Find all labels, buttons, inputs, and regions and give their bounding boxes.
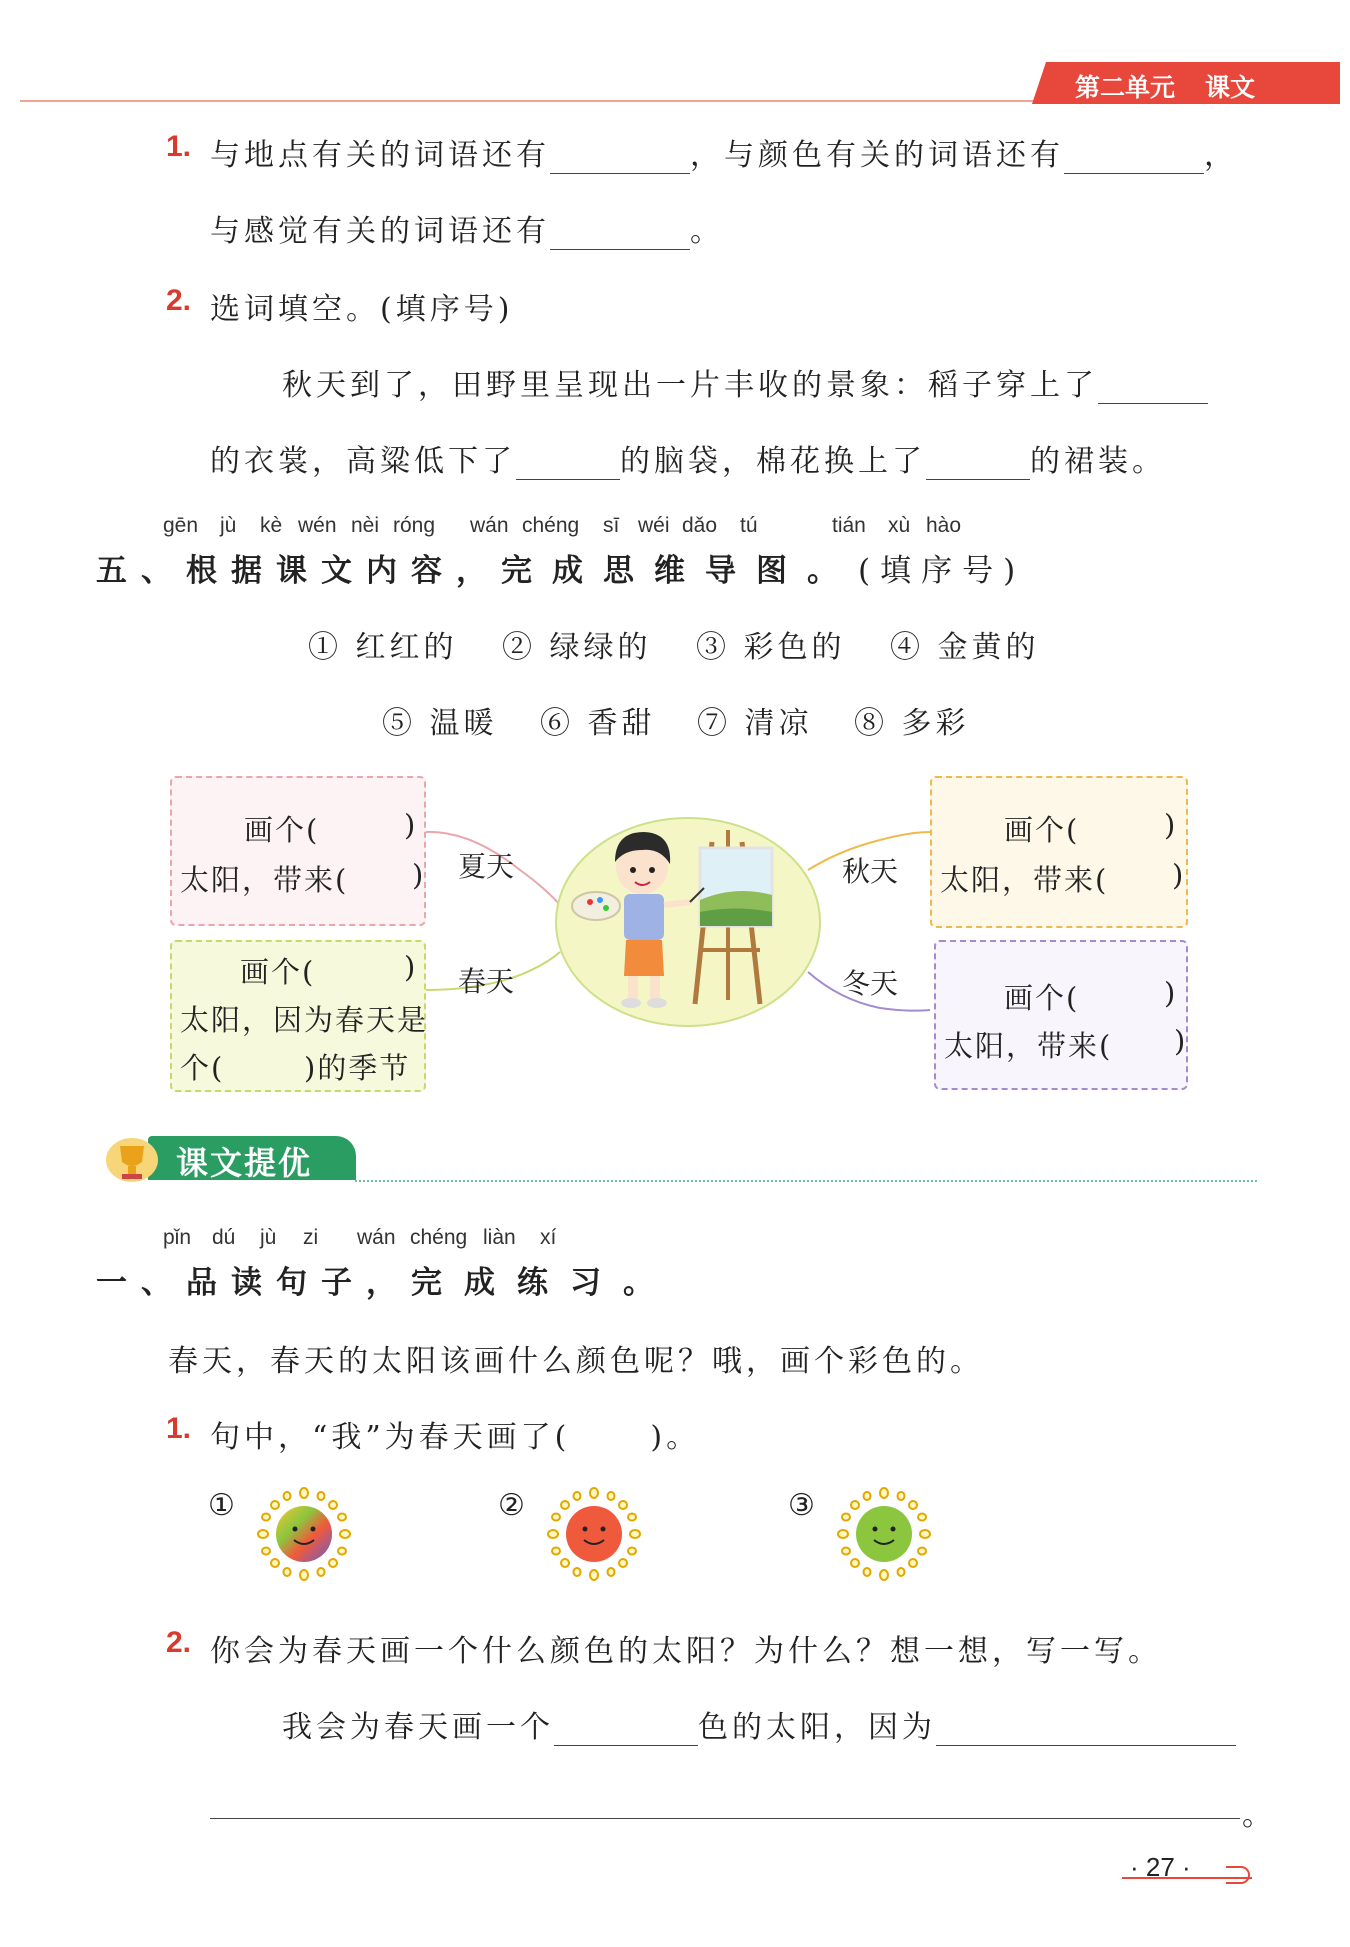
q2-title: 选词填空。(填序号) xyxy=(210,292,514,327)
pinyin: sī xyxy=(603,514,620,537)
spring-line3 xyxy=(180,1046,411,1087)
q2-blank-1[interactable] xyxy=(1098,402,1208,404)
autumn-line1 xyxy=(1004,808,1178,849)
s1-q1-number: 1. xyxy=(166,1412,192,1445)
winter-label: 冬天 xyxy=(842,967,899,1000)
q1-blank-feeling[interactable] xyxy=(550,248,690,250)
q2-line2 xyxy=(210,436,1166,480)
section5-title xyxy=(96,545,1025,590)
s1-ans-b: 色的太阳，因为 xyxy=(698,1710,936,1745)
banner-label: 课文提优 xyxy=(176,1144,313,1182)
s1-pinyin xyxy=(0,1226,1350,1254)
s1-ans-end: 。 xyxy=(1242,1798,1276,1833)
s1-title-b: 完成练习。 xyxy=(411,1265,676,1301)
q2-line2b: 的脑袋，棉花换上了 xyxy=(620,444,926,479)
pinyin: xù xyxy=(888,514,911,537)
sun-choice-label[interactable]: ① xyxy=(208,1488,239,1523)
s1-q2-text: 你会为春天画一个什么颜色的太阳？为什么？想一想，写一写。 xyxy=(210,1634,1162,1669)
pinyin: tián xyxy=(832,514,866,537)
option: ④ 金黄的 xyxy=(890,630,1040,665)
autumn-label: 秋天 xyxy=(842,855,899,888)
autumn-box xyxy=(930,776,1188,928)
pinyin: jù xyxy=(260,1226,277,1249)
s1-ans-a: 我会为春天画一个 xyxy=(282,1710,554,1745)
header-rule xyxy=(20,100,1040,102)
option: ⑤ 温暖 xyxy=(382,706,498,741)
spring-box xyxy=(170,940,429,1092)
autumn-l2: 太阳，带来( xyxy=(940,863,1109,897)
pinyin: xí xyxy=(540,1226,557,1249)
winter-line1 xyxy=(1004,976,1178,1017)
sun-choice-label[interactable]: ② xyxy=(498,1488,529,1523)
q1-blank-color[interactable] xyxy=(1064,172,1204,174)
pinyin: chéng xyxy=(522,514,580,537)
pinyin: róng xyxy=(393,514,436,537)
summer-l1: 画个( xyxy=(244,813,320,847)
pinyin: wán xyxy=(357,1226,396,1249)
q2-line2a: 的衣裳，高粱低下了 xyxy=(210,444,516,479)
section1-title xyxy=(96,1257,676,1302)
pinyin: nèi xyxy=(351,514,380,537)
s1-q1-line xyxy=(210,1412,700,1456)
q2-number: 2. xyxy=(166,284,192,317)
spring-l3: 个( xyxy=(180,1051,225,1085)
page-number-curl xyxy=(1226,1866,1250,1884)
q2-blank-3[interactable] xyxy=(926,478,1030,480)
q1-end: 。 xyxy=(690,214,724,249)
option: ⑧ 多彩 xyxy=(854,706,970,741)
q1-text3: 与感觉有关的词语还有 xyxy=(210,214,550,249)
autumn-l2-close[interactable]: ) xyxy=(1172,858,1186,892)
pinyin: zi xyxy=(303,1226,319,1249)
pinyin: liàn xyxy=(483,1226,516,1249)
header-unit: 第二单元 xyxy=(1075,73,1176,102)
pinyin: dǎo xyxy=(682,514,718,537)
q2-line1-text: 秋天到了，田野里呈现出一片丰收的景象：稻子穿上了 xyxy=(282,368,1098,403)
pinyin: wán xyxy=(470,514,509,537)
summer-l1-close[interactable]: ) xyxy=(404,808,418,842)
spring-line1 xyxy=(240,950,418,991)
s1-blank-reason[interactable] xyxy=(936,1744,1236,1746)
page-number: · 27 · xyxy=(1130,1852,1191,1882)
sun-red-icon[interactable] xyxy=(544,1484,644,1584)
summer-l2-close[interactable]: ) xyxy=(412,858,426,892)
pinyin: chéng xyxy=(410,1226,468,1249)
s1-q1-end: )。 xyxy=(650,1420,701,1455)
s1-answer-line xyxy=(282,1702,1236,1746)
summer-l2: 太阳，带来( xyxy=(180,863,349,897)
s1-title-a: 一、品读句子， xyxy=(96,1265,411,1301)
winter-box xyxy=(934,940,1188,1090)
pinyin: pǐn xyxy=(163,1226,192,1249)
spring-l1-close[interactable]: ) xyxy=(404,950,418,984)
sun-green-icon[interactable] xyxy=(834,1484,934,1584)
pinyin: kè xyxy=(260,514,283,537)
q1-number: 1. xyxy=(166,130,192,163)
s1-blank-reason-cont[interactable] xyxy=(210,1818,1240,1819)
s1-blank-color[interactable] xyxy=(554,1744,698,1746)
summer-line2 xyxy=(180,858,426,899)
q1-comma: ， xyxy=(1204,138,1238,173)
q1-line2 xyxy=(210,206,724,250)
pinyin: wéi xyxy=(638,514,670,537)
winter-l1-close[interactable]: ) xyxy=(1164,976,1178,1010)
summer-label: 夏天 xyxy=(458,850,515,883)
option: ③ 彩色的 xyxy=(696,630,846,665)
pinyin: wén xyxy=(298,514,337,537)
s1-q2-number: 2. xyxy=(166,1626,192,1659)
autumn-line2 xyxy=(940,858,1186,899)
summer-box xyxy=(170,776,426,926)
q1-blank-place[interactable] xyxy=(550,172,690,174)
winter-l2: 太阳，带来( xyxy=(944,1029,1113,1063)
q1-line1 xyxy=(210,130,1238,174)
option: ⑦ 清凉 xyxy=(697,706,813,741)
s1-q1-text: 句中，“我”为春天画了( xyxy=(210,1420,571,1455)
winter-line2 xyxy=(944,1024,1188,1065)
option: ① 红红的 xyxy=(308,630,458,665)
banner xyxy=(104,1136,356,1180)
autumn-l1: 画个( xyxy=(1004,813,1080,847)
s5-title-a: 五、根据课文内容， xyxy=(96,553,501,589)
q1-text2: ，与颜色有关的词语还有 xyxy=(690,138,1064,173)
pinyin: jù xyxy=(220,514,237,537)
sun-choice-label[interactable]: ③ xyxy=(788,1488,819,1523)
s5-title-b: 完成思维导图。 xyxy=(501,553,858,589)
sun-rainbow-icon[interactable] xyxy=(254,1484,354,1584)
winter-l2-close[interactable]: ) xyxy=(1174,1024,1188,1058)
spring-line2: 太阳，因为春天是 xyxy=(180,1003,429,1037)
pinyin: hào xyxy=(926,514,962,537)
spring-label: 春天 xyxy=(458,965,515,998)
option: ⑥ 香甜 xyxy=(540,706,656,741)
option: ② 绿绿的 xyxy=(502,630,652,665)
pinyin: dú xyxy=(212,1226,236,1249)
trophy-icon xyxy=(104,1136,160,1186)
s5-title-c: (填序号) xyxy=(858,553,1026,589)
pinyin: tú xyxy=(740,514,758,537)
q2-line1 xyxy=(282,360,1208,404)
page-number-value: 27 xyxy=(1145,1852,1175,1882)
center-ellipse xyxy=(556,818,820,1026)
autumn-l1-close[interactable]: ) xyxy=(1164,808,1178,842)
pinyin: gēn xyxy=(163,514,199,537)
s1-sentence: 春天，春天的太阳该画什么颜色呢？哦，画个彩色的。 xyxy=(168,1344,984,1379)
q2-line2c: 的裙装。 xyxy=(1030,444,1166,479)
summer-line1 xyxy=(244,808,418,849)
q1-text1: 与地点有关的词语还有 xyxy=(210,138,550,173)
header-section: 课文 xyxy=(1205,73,1256,102)
winter-l1: 画个( xyxy=(1004,981,1080,1015)
spring-l3-close[interactable]: )的季节 xyxy=(304,1051,411,1085)
spring-l1: 画个( xyxy=(240,955,316,989)
banner-dotted-line xyxy=(355,1180,1257,1182)
q2-blank-2[interactable] xyxy=(516,478,620,480)
s5-pinyin xyxy=(0,514,1350,542)
